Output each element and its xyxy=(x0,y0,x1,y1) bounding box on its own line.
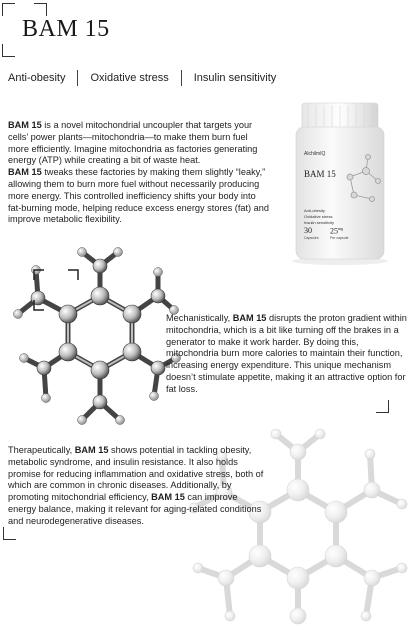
intro-paragraph xyxy=(8,120,270,226)
therapeutic-text-pre: Therapeutically, xyxy=(8,445,75,455)
intro-text-1: is a novel mitochondrial uncoupler that targets your cells’ power plants—mitochondria—to make them burn fuel more efficiently. Imagine mitochondria as factories generating energy (ATP) while creating a bit of waste heat. xyxy=(8,120,258,166)
bottle-dose xyxy=(330,226,343,236)
product-name-bold: BAM 15 xyxy=(232,313,267,323)
bottle-benefit-1: Anti-obesity xyxy=(304,208,325,213)
bottle-dose-label: Per capsule xyxy=(330,236,349,240)
mechanism-paragraph xyxy=(166,313,410,396)
product-name-bold: BAM 15 xyxy=(74,445,109,455)
frame-corner-bottom-right xyxy=(376,400,389,413)
frame-corner-bottom-left-2 xyxy=(3,527,16,540)
therapeutic-text-2: can improve energy balance, making it relevant for aging-related conditions and neurodegenerative diseases. xyxy=(8,492,262,526)
mechanism-text: disrupts the proton gradient within mitochondria, which is a bit like turning off the brakes in a generator to make it work harder. By doing this, mitochondria burn more calories to maintain their function, increasing energy expenditure. This unique mechanism doesn’t stimulate appetite, making it an attractive option for fat loss. xyxy=(166,313,407,394)
frame-corner-bottom-left xyxy=(2,44,15,57)
mechanism-text-pre: Mechanistically, xyxy=(166,313,233,323)
bottle-dose-unit: mg xyxy=(338,226,344,231)
therapeutic-text-1: shows potential in tackling obesity, metabolic syndrome, and insulin resistance. It also holds promise for reducing inflammation and oxidative stress, both of which are common in chronic diseases. Additionally, by promoting mitochondrial efficiency, xyxy=(8,445,264,503)
product-name-bold: BAM 15 xyxy=(8,167,42,178)
page-title: BAM 15 xyxy=(22,16,110,42)
frame-corner-top-right xyxy=(34,3,47,16)
tag-anti-obesity: Anti-obesity xyxy=(8,72,66,84)
bottle-dose-value: 25 xyxy=(330,226,338,236)
product-name-bold: BAM 15 xyxy=(151,492,185,503)
bottle-count-label: Capsules xyxy=(304,236,319,240)
intro-text-2: tweaks these factories by making them slightly “leaky,” allowing them to burn more fuel without necessarily producing more energy. This controlled inefficiency shifts your body into fat-burning mode, helping reduce excess energy stores (fat) and improve metabolic flexibility. xyxy=(8,167,269,225)
bottle-brand: AlchilmIQ xyxy=(304,151,326,157)
bottle-product-name: BAM 15 xyxy=(304,169,336,179)
bottle-count: 30 xyxy=(304,226,312,235)
therapeutic-paragraph xyxy=(8,445,264,528)
tag-insulin-sensitivity: Insulin sensitivity xyxy=(193,72,277,84)
product-name-bold: BAM 15 xyxy=(8,120,42,130)
frame-corner-top-left xyxy=(2,3,15,16)
product-bottle-image xyxy=(280,95,400,265)
bottle-benefit-3: Insulin sensitivity xyxy=(304,220,335,225)
tag-oxidative-stress: Oxidative stress xyxy=(90,72,169,84)
bottle-benefit-2: Oxidative stress xyxy=(304,214,333,219)
tag-list xyxy=(8,70,288,86)
molecule-illustration xyxy=(8,240,183,435)
